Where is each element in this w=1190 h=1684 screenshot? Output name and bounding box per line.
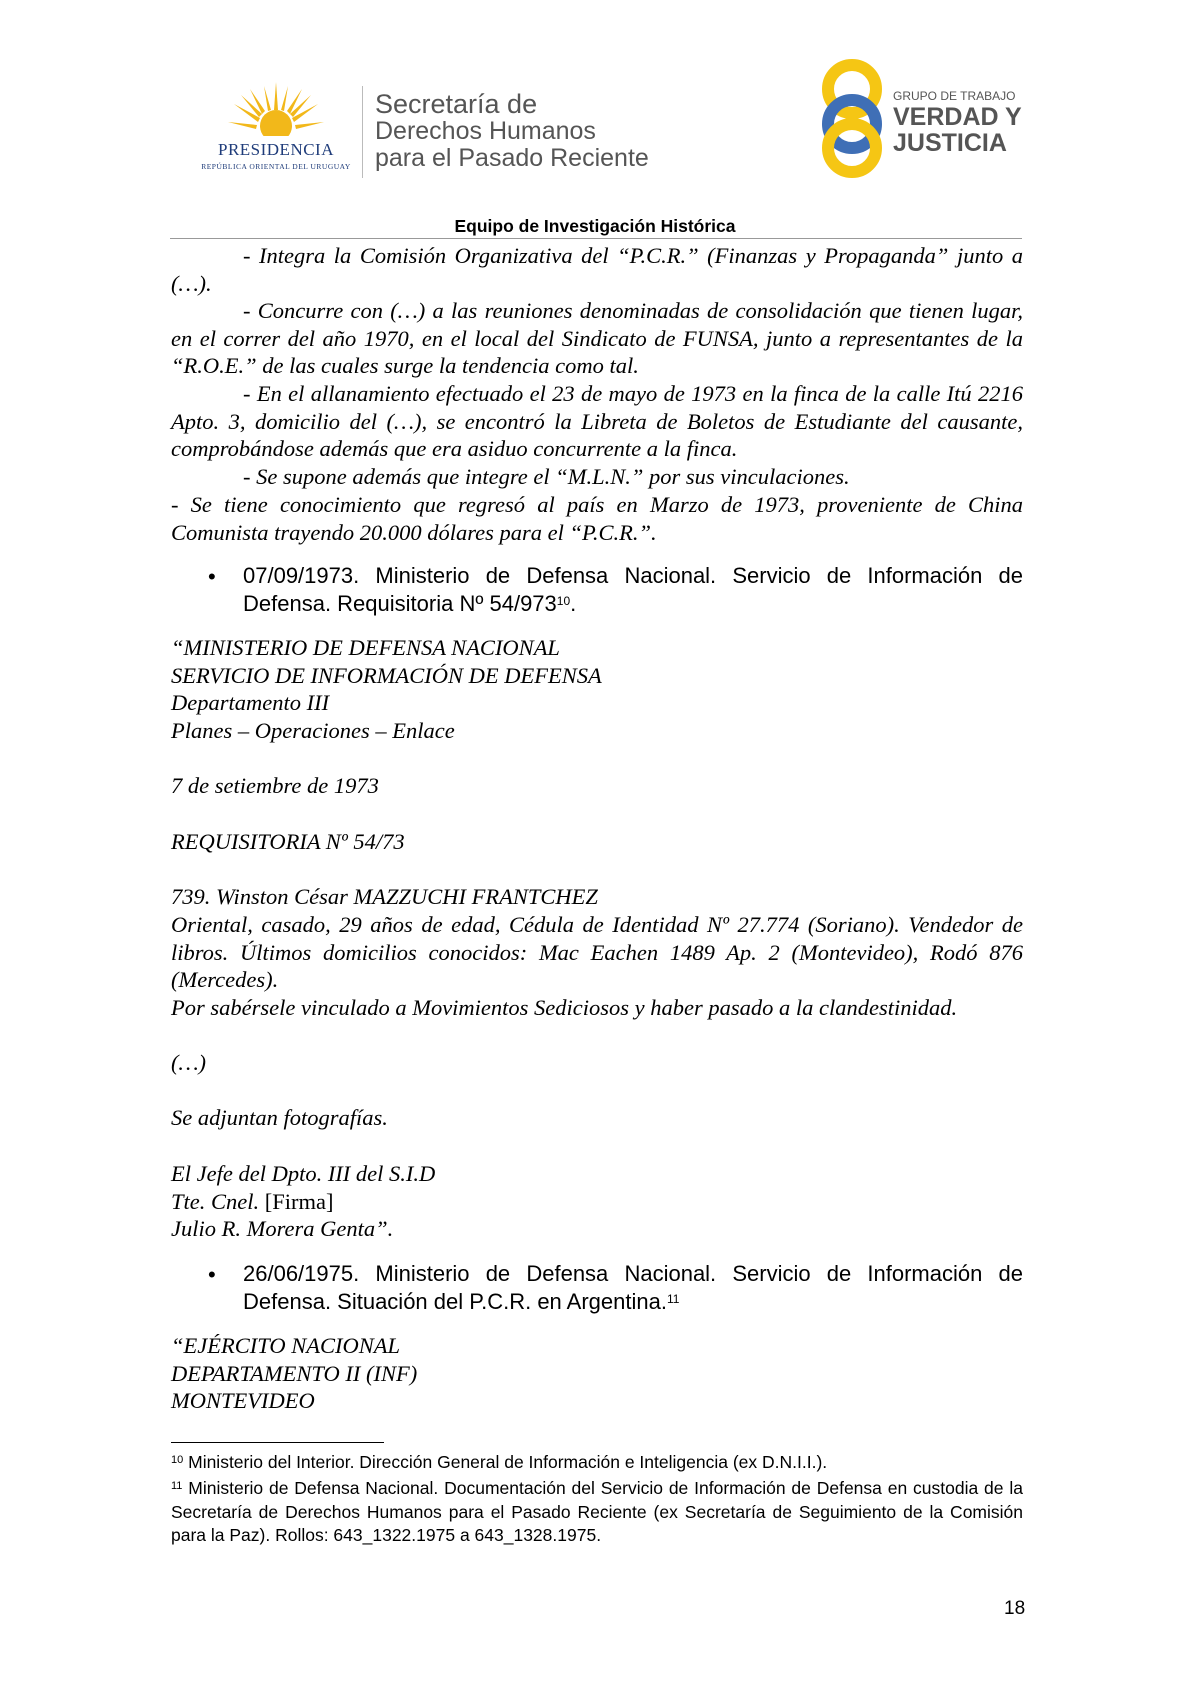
doc1-signer-title: El Jefe del Dpto. III del S.I.D (171, 1161, 436, 1186)
bullet-situacion-text: 26/06/1975. Ministerio de Defensa Nacional. Servicio de Información de Defensa. Situación del P.C.R. en Argentina. (243, 1261, 1023, 1314)
doc1-requisitoria: REQUISITORIA Nº 54/73 (171, 829, 405, 854)
doc1-line: Departamento III (171, 690, 330, 715)
doc1-line: Planes – Operaciones – Enlace (171, 718, 455, 743)
verdad-label: VERDAD Y (893, 103, 1022, 131)
presidencia-name: PRESIDENCIA (217, 140, 334, 159)
secretaria-line-1: Secretaría de (375, 89, 538, 119)
uruguay-sun-icon (226, 80, 326, 142)
doc1-person-details: Oriental, casado, 29 años de edad, Cédula de Identidad Nº 27.774 (Soriano). Vendedor de libros. Últimos domicilios conocidos: Mac Eachen 1489 Ap. 2 (Montevideo), Rodó 876 (Mercedes). (171, 912, 1023, 993)
doc2-line: MONTEVIDEO (171, 1388, 315, 1413)
paragraph-regreso: - Se tiene conocimiento que regresó al país en Marzo de 1973, proveniente de China Comunista trayendo 20.000 dólares para el “P.C.R.”. (171, 492, 1023, 545)
footnote-ref: 11 (666, 1292, 680, 1306)
doc1-person-name: 739. Winston César MAZZUCHI FRANTCHEZ (171, 884, 598, 909)
page-number: 18 (1004, 1598, 1026, 1619)
footnote-11 (171, 1477, 1023, 1548)
footnote-text: Ministerio de Defensa Nacional. Documentación del Servicio de Información de Defensa en custodia de la Secretaría de Derechos Humanos para el Pasado Reciente (ex Secretaría de Seguimiento de la Comisión para la Paz). Rollos: 643_1322.1975 a 643_1328.1975. (171, 1478, 1023, 1546)
bullet-marker: • (208, 1262, 216, 1287)
doc1-reason: Por sabérsele vinculado a Movimientos Sediciosos y haber pasado a la clandestinidad. (171, 995, 958, 1020)
team-heading: Equipo de Investigación Histórica (454, 216, 736, 236)
grupo-trabajo-label: GRUPO DE TRABAJO (893, 89, 1016, 103)
bullet-requisitoria-end: . (570, 591, 577, 616)
secretaria-line-3: para el Pasado Reciente (375, 144, 649, 172)
paragraph-mln: - Se supone además que integre el “M.L.N.” por sus vinculaciones. (243, 464, 850, 489)
footnote-ref: 10 (556, 594, 571, 608)
doc1-line: “MINISTERIO DE DEFENSA NACIONAL (171, 635, 560, 660)
secretaria-line-2: Derechos Humanos (375, 117, 596, 145)
doc1-ellipsis: (…) (171, 1050, 206, 1075)
doc1-date: 7 de setiembre de 1973 (171, 773, 379, 798)
footnote-number: 11 (171, 1480, 183, 1492)
bullet-requisitoria-text: 07/09/1973. Ministerio de Defensa Nacional. Servicio de Información de Defensa. Requisitoria Nº 54/973 (243, 563, 1023, 616)
paragraph-reuniones: - Concurre con (…) a las reuniones denominadas de consolidación que tienen lugar, en el correr del año 1970, en el local del Sindicato de FUNSA, junto a representantes de la “R.O.E.” de las cuales surge la tendencia como tal. (171, 298, 1023, 379)
header-divider (362, 86, 363, 178)
header-rule (170, 238, 1022, 239)
doc2-line: “EJÉRCITO NACIONAL (171, 1333, 400, 1358)
doc1-line: SERVICIO DE INFORMACIÓN DE DEFENSA (171, 663, 602, 688)
bullet-situacion-pcr (243, 1260, 1023, 1316)
rank-text: Tte. Cnel. (171, 1189, 265, 1214)
footnote-number: 10 (171, 1454, 184, 1466)
footnote-10 (171, 1451, 1023, 1475)
doc1-signer-name: Julio R. Morera Genta”. (171, 1216, 394, 1241)
doc1-signer-rank (171, 1188, 1023, 1216)
bullet-requisitoria (243, 562, 1023, 618)
paragraph-comision: - Integra la Comisión Organizativa del “P.C.R.” (Finanzas y Propaganda” junto a (…). (171, 243, 1023, 296)
justicia-label: JUSTICIA (893, 129, 1007, 157)
signature-placeholder: [Firma] (264, 1189, 334, 1214)
presidencia-logo (196, 80, 356, 176)
footnote-rule (171, 1442, 384, 1443)
secretaria-logo-text (375, 91, 649, 172)
verdad-justicia-title (893, 104, 1022, 156)
bullet-marker: • (208, 564, 216, 589)
presidencia-subtitle: REPÚBLICA ORIENTAL DEL URUGUAY (201, 162, 351, 171)
footnote-text: Ministerio del Interior. Dirección General de Información e Inteligencia (ex D.N.I.I.). (183, 1452, 828, 1472)
doc1-attachments: Se adjuntan fotografías. (171, 1105, 388, 1130)
paragraph-allanamiento: - En el allanamiento efectuado el 23 de mayo de 1973 en la finca de la calle Itú 2216 Apto. 3, domicilio del (…), se encontró la Libreta de Boletos de Estudiante del causante, comprobándose además que era asiduo concurrente a la finca. (171, 381, 1023, 462)
doc2-line: DEPARTAMENTO II (INF) (171, 1361, 418, 1386)
